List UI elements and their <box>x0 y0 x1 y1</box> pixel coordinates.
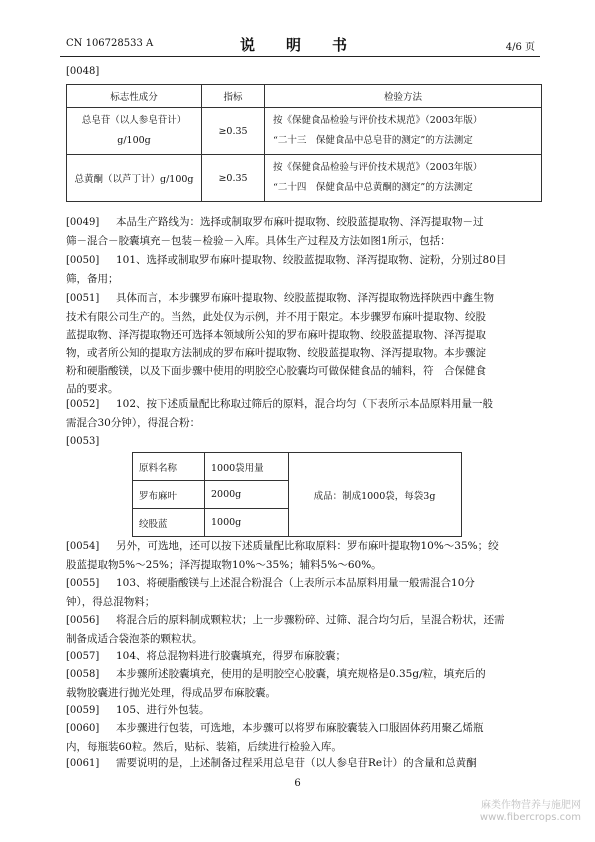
header-rule <box>60 56 540 57</box>
paragraph-0048 <box>66 62 542 81</box>
watermark-url: www.fibercrops.com <box>479 812 581 823</box>
paragraph-line: 技术有限公司生产的。当然，此处仅为示例，并不用于限定。本步骤罗布麻叶提取物、绞股 <box>66 311 486 323</box>
paragraph-0060 <box>66 719 542 756</box>
paragraph-line: 蓝提取物、泽泻提取物还可选择本领域所公知的罗布麻叶提取物、绞股蓝提取物、泽泻提取 <box>66 329 486 341</box>
formula-table <box>132 452 462 537</box>
paragraph-text: 104、将总混物料进行胶囊填充，得罗布麻胶囊； <box>115 650 347 662</box>
paragraph-text: 本步骤所述胶囊填充，使用的是明胶空心胶囊，填充规格是0.35g/粒，填充后的 <box>115 668 486 680</box>
paragraph-line <box>66 719 542 738</box>
paragraph-line <box>66 611 542 630</box>
paragraph-line: 粉和硬脂酸镁，以及下面步骤中使用的明胶空心胶囊均可做保健食品的辅料，符 合保健食 <box>66 365 486 377</box>
paragraph-number: [0052] <box>66 399 100 410</box>
method-text: 按《保健食品检验与评价技术规范》（2003年版） <box>273 162 483 173</box>
paragraph-number: [0050] <box>66 255 100 266</box>
paragraph-number: [0049] <box>66 217 100 228</box>
paragraph-line <box>66 289 542 308</box>
paragraph-0053 <box>66 432 542 451</box>
paragraph-number: [0057] <box>66 651 100 662</box>
paragraph-line: 钟），得总混物料； <box>66 596 156 608</box>
paragraph-line: 品的要求。 <box>66 383 119 395</box>
table-row <box>67 155 542 202</box>
paragraph-text: 具体而言，本步骤罗布麻叶提取物、绞股蓝提取物、泽泻提取物选择陕西中鑫生物 <box>115 292 494 304</box>
paragraph-0057 <box>66 647 542 666</box>
paragraph-line: 内，每瓶装60粒。然后，贴标、装箱，后续进行检验入库。 <box>66 741 342 753</box>
table-cell-method <box>265 155 542 202</box>
paragraph-line <box>66 574 542 593</box>
paragraph-0059 <box>66 701 542 720</box>
watermark <box>480 800 581 824</box>
paragraph-line: 筛，备用； <box>66 273 119 285</box>
paragraph-0056 <box>66 611 542 648</box>
paragraph-number: [0056] <box>66 615 100 626</box>
ingredient-name: 罗布麻叶 <box>133 481 205 509</box>
paragraph-number: [0051] <box>66 293 100 304</box>
table-header-amount: 1000袋用量 <box>205 453 289 481</box>
paragraph-text: 需要说明的是，上述制备过程采用总皂苷（以人参皂苷Re计）的含量和总黄酮 <box>115 757 477 769</box>
table-cell-method <box>265 108 542 155</box>
table-cell-indicator: ≥0.35 <box>202 155 265 202</box>
component-text: 总黄酮（以芦丁计）g/100g <box>74 174 194 185</box>
paragraph-line: 载物胶囊进行抛光处理，得成品罗布麻胶囊。 <box>66 687 276 699</box>
paragraph-0055 <box>66 574 542 611</box>
paragraph-text: 103、将硬脂酸镁与上述混合粉混合（上表所示本品原料用量一般需混合10分 <box>115 577 475 589</box>
table-header-name: 原料名称 <box>133 453 205 481</box>
table-cell-indicator: ≥0.35 <box>202 108 265 155</box>
paragraph-line: 股蓝提取物5%～25%；泽泻提取物10%～35%；辅料5%～60%。 <box>66 559 382 571</box>
paragraph-line <box>66 395 542 414</box>
table-row <box>133 453 462 481</box>
paragraph-text: 105、进行外包装。 <box>115 704 210 716</box>
watermark-text: 麻类作物营养与施肥网 <box>481 800 581 811</box>
page-number: 6 <box>294 778 301 789</box>
ingredient-amount: 2000g <box>205 481 289 509</box>
paragraph-line: 制备成适合袋泡茶的颗粒状。 <box>66 633 203 645</box>
paragraph-0061 <box>66 754 542 773</box>
paragraph-line <box>66 754 542 773</box>
paragraph-number: [0055] <box>66 578 100 589</box>
paragraph-line <box>66 537 542 556</box>
paragraph-number: [0048] <box>66 66 100 77</box>
component-text: 总皂苷（以人参皂苷计） <box>81 115 187 126</box>
table-header-row <box>67 85 542 108</box>
method-text: “二十三 保健食品中总皂苷的测定”的方法测定 <box>273 135 473 146</box>
paragraph-number: [0060] <box>66 723 100 734</box>
paragraph-number: [0059] <box>66 705 100 716</box>
paragraph-line <box>66 647 542 666</box>
paragraph-0058 <box>66 665 542 702</box>
ingredient-amount: 1000g <box>205 509 289 537</box>
indicator-table <box>66 84 542 202</box>
paragraph-text: 102、按下述质量配比称取过筛后的原料，混合均匀（下表所示本品原料用量一般 <box>115 398 494 410</box>
table-cell-component <box>67 155 202 202</box>
paragraph-line: 需混合30分钟），得混合粉： <box>66 417 201 429</box>
method-text: “二十四 保健食品中总黄酮的测定”的方法测定 <box>273 182 473 193</box>
page-indicator: 4/6 页 <box>505 42 535 53</box>
paragraph-0054 <box>66 537 542 574</box>
paragraph-line: 物，或者所公知的提取方法制成的罗布麻叶提取物、绞股蓝提取物、泽泻提取物。本步骤淀 <box>66 347 486 359</box>
paragraph-number: [0053] <box>66 436 100 447</box>
ingredient-name: 绞股蓝 <box>133 509 205 537</box>
paragraph-line <box>66 701 542 720</box>
patent-number: CN 106728533 A <box>66 38 154 49</box>
paragraph-line <box>66 251 542 270</box>
component-unit: g/100g <box>117 135 151 146</box>
paragraph-number: [0054] <box>66 541 100 552</box>
paragraph-text: 101、选择或制取罗布麻叶提取物、绞股蓝提取物、泽泻提取物、淀粉，分别过80目 <box>115 254 507 266</box>
paragraph-0051 <box>66 289 542 398</box>
column-header: 指标 <box>202 85 265 108</box>
paragraph-text: 本步骤进行包装，可选地，本步骤可以将罗布麻胶囊装入口服固体药用聚乙烯瓶 <box>115 722 484 734</box>
paragraph-line <box>66 665 542 684</box>
paragraph-0052 <box>66 395 542 432</box>
paragraph-text: 另外，可选地，还可以按下述质量配比称取原料：罗布麻叶提取物10%～35%；绞 <box>115 540 499 552</box>
method-text: 按《保健食品检验与评价技术规范》（2003年版） <box>273 115 483 126</box>
product-note: 成品：制成1000袋，每袋3g <box>289 453 462 537</box>
document-title: 说 明 书 <box>239 36 355 54</box>
paragraph-number: [0058] <box>66 669 100 680</box>
paragraph-0049 <box>66 213 542 250</box>
column-header: 标志性成分 <box>67 85 202 108</box>
paragraph-text: 将混合后的原料制成颗粒状；上一步骤粉碎、过筛、混合均匀后，呈混合粉状，还需 <box>115 614 505 626</box>
table-cell-component <box>67 108 202 155</box>
paragraph-0050 <box>66 251 542 288</box>
paragraph-number: [0061] <box>66 758 100 769</box>
table-row <box>67 108 542 155</box>
column-header: 检验方法 <box>265 85 542 108</box>
paragraph-text: 本品生产路线为：选择或制取罗布麻叶提取物、绞股蓝提取物、泽泻提取物－过 <box>115 216 484 228</box>
paragraph-line: 筛－混合－胶囊填充－包装－检验－入库。具体生产过程及方法如图1所示，包括： <box>66 235 451 247</box>
paragraph-line <box>66 213 542 232</box>
